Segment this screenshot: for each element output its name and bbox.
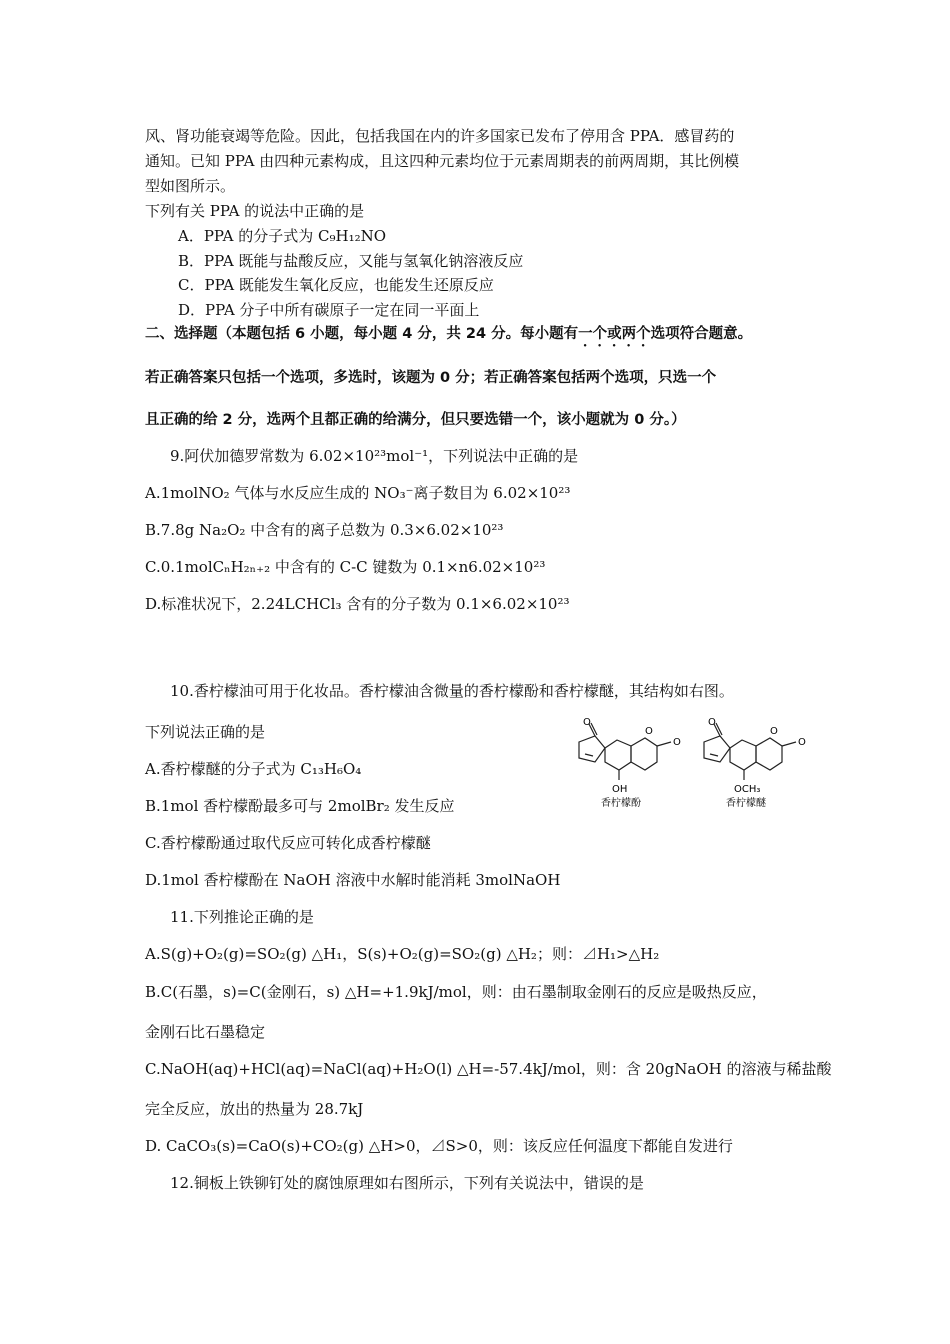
struct2-name: 香柠檬醚	[726, 798, 766, 809]
q11-option-c-line2: 完全反应，放出的热量为 28.7kJ	[145, 1100, 364, 1118]
q9-option-d: D.标准状况下，2.24LCHCl₃ 含有的分子数为 0.1×6.02×10²³	[145, 595, 570, 613]
struct2-substituent: OCH₃	[734, 784, 761, 795]
section2-header-line-3: 且正确的给 2 分，选两个且都正确的给满分，但只要选错一个，该小题就为 0 分。）	[145, 412, 686, 428]
q11-stem: 11.下列推论正确的是	[170, 908, 314, 926]
section2-header-line-1	[145, 324, 752, 350]
ppa-question: 下列有关 PPA 的说法中正确的是	[145, 202, 365, 220]
ppa-option-a: A．PPA 的分子式为 C₉H₁₂NO	[178, 227, 387, 245]
q10-prompt: 下列说法正确的是	[145, 723, 266, 741]
atom-o-4: O	[708, 717, 716, 728]
q10-option-a: A.香柠檬醚的分子式为 C₁₃H₆O₄	[145, 760, 362, 778]
section2-header-line-2: 若正确答案只包括一个选项，多选时，该题为 0 分；若正确答案包括两个选项，只选一个	[145, 370, 717, 386]
atom-o-3: O	[673, 737, 681, 748]
q11-option-a: A.S(g)+O₂(g)=SO₂(g) △H₁，S(s)+O₂(g)=SO₂(g) △H₂；则：⊿H₁>△H₂	[145, 945, 660, 963]
section2-header-b: 选项符合题意。	[650, 326, 753, 342]
atom-o-6: O	[798, 737, 806, 748]
ppa-option-b: B．PPA 既能与盐酸反应，又能与氢氧化钠溶液反应	[178, 252, 524, 270]
q9-option-c: C.0.1molCₙH₂ₙ₊₂ 中含有的 C-C 键数为 0.1×n6.02×10²³	[145, 558, 546, 576]
atom-o-1: O	[583, 717, 591, 728]
intro-line-2: 通知。已知 PPA 由四种元素构成，且这四种元素均位于元素周期表的前两周期，其比例模	[145, 152, 740, 170]
intro-line-1: 风、肾功能衰竭等危险。因此，包括我国在内的许多国家已发布了停用含 PPA．感冒药的	[145, 127, 735, 145]
atom-o-5: O	[770, 726, 778, 737]
q10-stem: 10.香柠檬油可用于化妆品。香柠檬油含微量的香柠檬酚和香柠檬醚，其结构如右图。	[170, 682, 734, 700]
bergapten-structure	[690, 712, 820, 812]
q10-option-b: B.1mol 香柠檬酚最多可与 2molBr₂ 发生反应	[145, 797, 455, 815]
q10-option-c: C.香柠檬酚通过取代反应可转化成香柠檬醚	[145, 834, 431, 852]
q9-option-b: B.7.8g Na₂O₂ 中含有的离子总数为 0.3×6.02×10²³	[145, 521, 504, 539]
q10-option-d: D.1mol 香柠檬酚在 NaOH 溶液中水解时能消耗 3molNaOH	[145, 871, 561, 889]
section2-header-emphasis: 一个或两个	[578, 326, 651, 342]
q11-option-b-line2: 金刚石比石墨稳定	[145, 1023, 266, 1041]
section2-header-a: 二、选择题（本题包括 6 小题，每小题 4 分，共 24 分。每小题有	[145, 326, 579, 342]
ppa-option-d: D．PPA 分子中所有碳原子一定在同一平面上	[178, 301, 480, 319]
atom-o-2: O	[645, 726, 653, 737]
q11-option-d: D. CaCO₃(s)=CaO(s)+CO₂(g) △H>0，⊿S>0，则：该反应任何温度下都能自发进行	[145, 1137, 733, 1155]
q9-stem: 9.阿伏加德罗常数为 6.02×10²³mol⁻¹，下列说法中正确的是	[170, 447, 579, 465]
intro-line-3: 型如图所示。	[145, 177, 236, 195]
q11-option-c-line1: C.NaOH(aq)+HCl(aq)=NaCl(aq)+H₂O(l) △H=-57.4kJ/mol，则：含 20gNaOH 的溶液与稀盐酸	[145, 1060, 832, 1078]
ppa-option-c: C．PPA 既能发生氧化反应，也能发生还原反应	[178, 276, 494, 294]
q11-option-b-line1: B.C(石墨，s)=C(金刚石，s) △H=+1.9kJ/mol，则：由石墨制取金刚石的反应是吸热反应，	[145, 983, 767, 1001]
struct1-name: 香柠檬酚	[601, 798, 641, 809]
bergaptol-structure	[565, 712, 695, 812]
five-ring	[579, 736, 605, 762]
q9-option-a: A.1molNO₂ 气体与水反应生成的 NO₃⁻离子数目为 6.02×10²³	[145, 484, 571, 502]
q12-stem: 12.铜板上铁铆钉处的腐蚀原理如右图所示，下列有关说法中，错误的是	[170, 1174, 644, 1192]
struct1-substituent: OH	[612, 784, 628, 795]
